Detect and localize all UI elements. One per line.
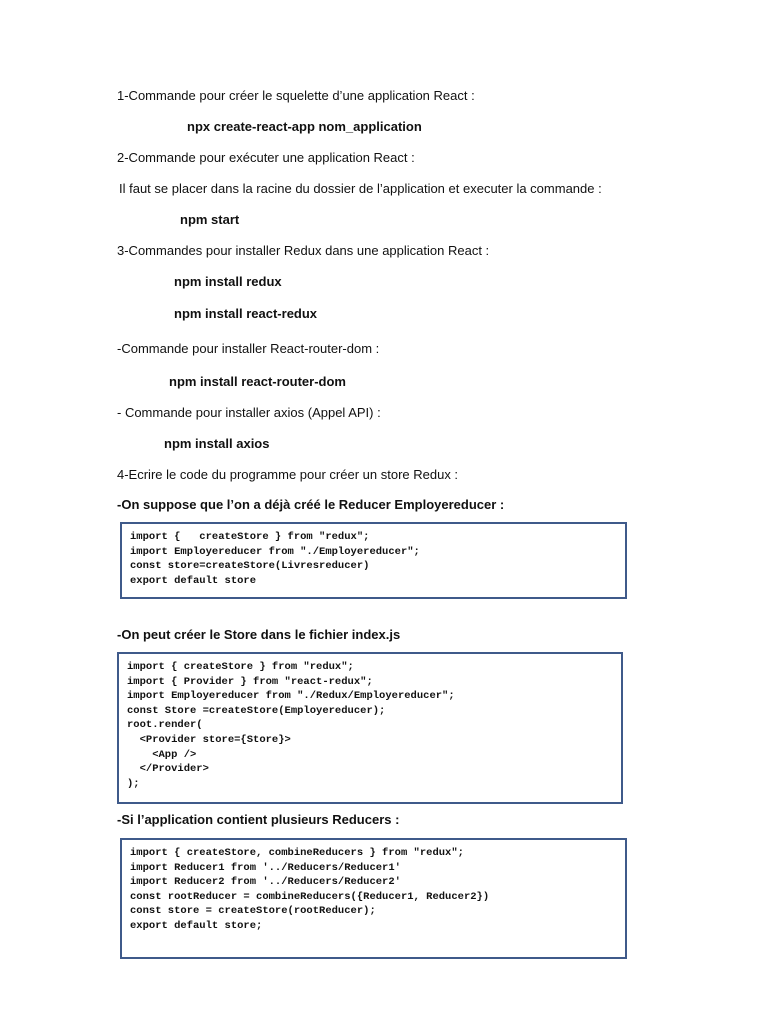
section-4-subheading-3: -Si l’application contient plusieurs Reducers :	[117, 812, 400, 827]
router-heading: -Commande pour installer React-router-dom :	[117, 341, 380, 356]
section-4-subheading-1: -On suppose que l’on a déjà créé le Reducer Employereducer :	[117, 497, 505, 512]
npm-install-react-redux-command: npm install react-redux	[174, 306, 318, 321]
code-index: import { createStore } from "redux"; import { Provider } from "react-redux"; import Employereducer from "./Redux/Employereducer"; const Store =createStore(Employereducer); root.render( <Provider store={Store}> <App /> </Provider> );	[127, 661, 455, 790]
code-combine: import { createStore, combineReducers } from "redux"; import Reducer1 from '../Reducers/Reducer1' import Reducer2 from '../Reducers/Reducer2' const rootReducer = combineReducers({Reducer1, Reducer2}) const store = createStore(rootReducer); export default store;	[130, 847, 490, 932]
npm-start-command: npm start	[180, 212, 240, 227]
section-4-subheading-2: -On peut créer le Store dans le fichier index.js	[117, 627, 401, 642]
code-block-store	[120, 522, 627, 599]
code-block-combine	[120, 838, 627, 959]
code-block-index	[117, 652, 623, 804]
npm-install-router-command: npm install react-router-dom	[169, 374, 346, 389]
code-store: import { createStore } from "redux"; import Employereducer from "./Employereducer"; const store=createStore(Livresreducer) export default store	[130, 531, 420, 587]
section-4-heading: 4-Ecrire le code du programme pour créer un store Redux :	[117, 467, 459, 482]
create-react-app-command: npx create-react-app nom_application	[187, 119, 422, 134]
section-2-note: Il faut se placer dans la racine du dossier de l’application et executer la commande :	[119, 181, 602, 196]
npm-install-redux-command: npm install redux	[174, 274, 282, 289]
section-1-heading: 1-Commande pour créer le squelette d’une application React :	[117, 88, 475, 103]
section-3-heading: 3-Commandes pour installer Redux dans une application React :	[117, 243, 490, 258]
axios-heading: - Commande pour installer axios (Appel API) :	[117, 405, 381, 420]
section-2-heading: 2-Commande pour exécuter une application React :	[117, 150, 415, 165]
npm-install-axios-command: npm install axios	[164, 436, 270, 451]
